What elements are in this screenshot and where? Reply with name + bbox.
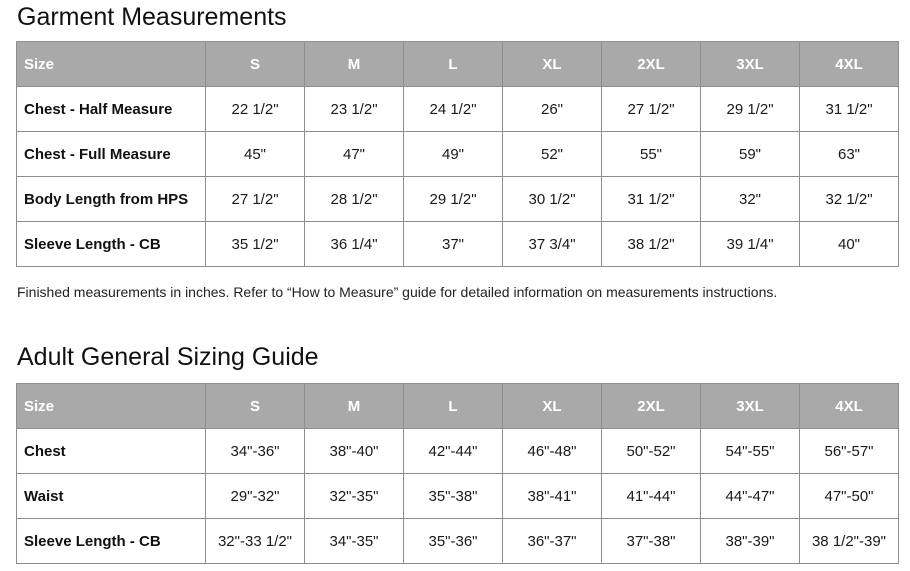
size-column-header: Size: [17, 384, 206, 429]
measurement-cell: 32 1/2": [800, 177, 899, 222]
row-label: Body Length from HPS: [17, 177, 206, 222]
measurement-cell: 35 1/2": [206, 222, 305, 267]
measurement-cell: 26": [503, 87, 602, 132]
size-header-cell: 2XL: [602, 384, 701, 429]
size-header-cell: M: [305, 384, 404, 429]
measurement-cell: 49": [404, 132, 503, 177]
measurement-cell: 31 1/2": [602, 177, 701, 222]
measurement-cell: 38 1/2": [602, 222, 701, 267]
measurement-cell: 52": [503, 132, 602, 177]
measurement-cell: 55": [602, 132, 701, 177]
measurement-cell: 59": [701, 132, 800, 177]
measurement-cell: 38"-39": [701, 519, 800, 564]
measurement-cell: 32"-35": [305, 474, 404, 519]
adult-sizing-guide-table: [16, 383, 899, 564]
size-header-cell: L: [404, 42, 503, 87]
row-label: Chest - Half Measure: [17, 87, 206, 132]
measurement-cell: 29 1/2": [701, 87, 800, 132]
measurement-cell: 37 3/4": [503, 222, 602, 267]
measurement-cell: 63": [800, 132, 899, 177]
size-header-cell: 3XL: [701, 384, 800, 429]
table-row: [17, 474, 899, 519]
size-header-cell: 2XL: [602, 42, 701, 87]
measurement-cell: 35"-36": [404, 519, 503, 564]
garment-measurements-title: Garment Measurements: [17, 3, 287, 31]
measurement-cell: 41"-44": [602, 474, 701, 519]
measurement-cell: 47": [305, 132, 404, 177]
table-row: [17, 132, 899, 177]
measurement-cell: 47"-50": [800, 474, 899, 519]
measurement-cell: 42"-44": [404, 429, 503, 474]
measurement-cell: 32": [701, 177, 800, 222]
row-label: Sleeve Length - CB: [17, 519, 206, 564]
measurement-cell: 29 1/2": [404, 177, 503, 222]
table-header-row: [17, 42, 899, 87]
row-label: Chest - Full Measure: [17, 132, 206, 177]
measurement-cell: 44"-47": [701, 474, 800, 519]
size-header-cell: 4XL: [800, 384, 899, 429]
size-header-cell: 4XL: [800, 42, 899, 87]
garment-measurements-table: [16, 41, 899, 267]
measurement-cell: 54"-55": [701, 429, 800, 474]
size-header-cell: L: [404, 384, 503, 429]
measurement-cell: 46"-48": [503, 429, 602, 474]
measurement-cell: 23 1/2": [305, 87, 404, 132]
row-label: Sleeve Length - CB: [17, 222, 206, 267]
measurement-cell: 29"-32": [206, 474, 305, 519]
adult-sizing-guide-title: Adult General Sizing Guide: [17, 343, 319, 371]
measurement-cell: 39 1/4": [701, 222, 800, 267]
table-row: [17, 87, 899, 132]
measurement-cell: 45": [206, 132, 305, 177]
measurement-cell: 38"-40": [305, 429, 404, 474]
table-row: [17, 519, 899, 564]
measurement-cell: 30 1/2": [503, 177, 602, 222]
table-row: [17, 177, 899, 222]
size-column-header: Size: [17, 42, 206, 87]
measurement-cell: 22 1/2": [206, 87, 305, 132]
measurement-cell: 28 1/2": [305, 177, 404, 222]
size-header-cell: M: [305, 42, 404, 87]
size-header-cell: S: [206, 42, 305, 87]
measurement-cell: 36 1/4": [305, 222, 404, 267]
measurement-cell: 27 1/2": [602, 87, 701, 132]
size-header-cell: S: [206, 384, 305, 429]
measurement-cell: 35"-38": [404, 474, 503, 519]
measurement-cell: 40": [800, 222, 899, 267]
measurement-cell: 37": [404, 222, 503, 267]
row-label: Chest: [17, 429, 206, 474]
row-label: Waist: [17, 474, 206, 519]
measurement-cell: 50"-52": [602, 429, 701, 474]
size-header-cell: XL: [503, 384, 602, 429]
measurement-cell: 56"-57": [800, 429, 899, 474]
table-header-row: [17, 384, 899, 429]
measurement-cell: 38"-41": [503, 474, 602, 519]
measurement-cell: 36"-37": [503, 519, 602, 564]
size-header-cell: 3XL: [701, 42, 800, 87]
measurement-cell: 34"-35": [305, 519, 404, 564]
measurement-cell: 27 1/2": [206, 177, 305, 222]
measurement-cell: 38 1/2"-39": [800, 519, 899, 564]
measurement-cell: 24 1/2": [404, 87, 503, 132]
measurement-cell: 31 1/2": [800, 87, 899, 132]
measurement-cell: 37"-38": [602, 519, 701, 564]
size-header-cell: XL: [503, 42, 602, 87]
table-row: [17, 222, 899, 267]
measurement-cell: 32"-33 1/2": [206, 519, 305, 564]
measurement-cell: 34"-36": [206, 429, 305, 474]
table-row: [17, 429, 899, 474]
measurement-note: Finished measurements in inches. Refer to “How to Measure” guide for detailed information on measurements instructions.: [17, 284, 778, 300]
